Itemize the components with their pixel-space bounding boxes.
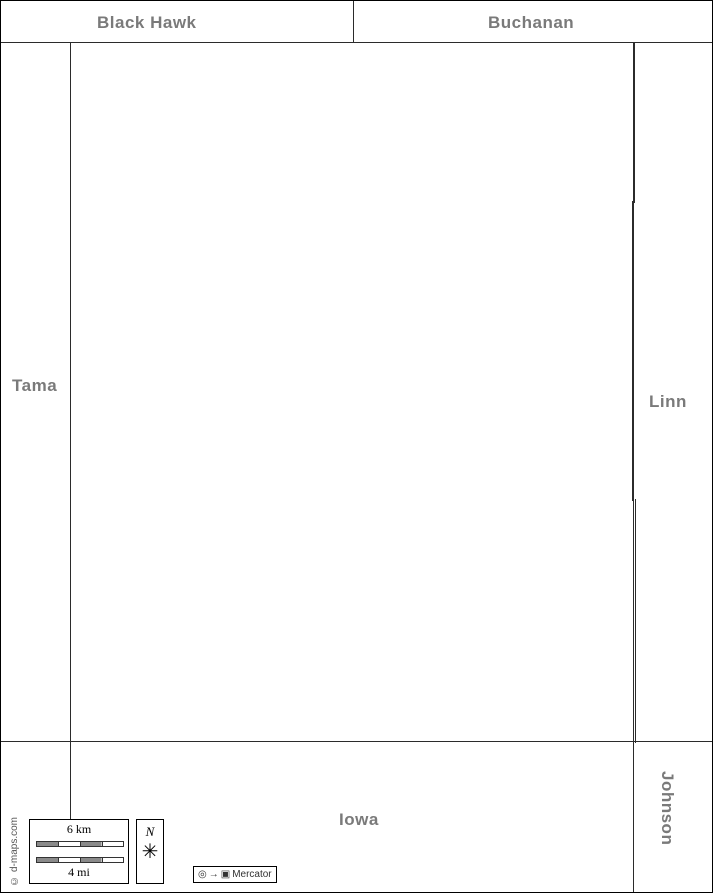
scale-tick-km-3 bbox=[102, 841, 103, 847]
arrow-right-icon: → bbox=[208, 868, 219, 880]
scale-km-label: 6 km bbox=[66, 822, 92, 836]
globe-icon: ◎ bbox=[198, 868, 207, 880]
scale-tick-km-2 bbox=[80, 841, 81, 847]
scale-bar-km bbox=[36, 841, 124, 847]
scale-bar bbox=[29, 819, 129, 884]
boundary-linn-west-segment-mid bbox=[632, 201, 633, 501]
county-label-johnson: Johnson bbox=[658, 771, 677, 846]
boundary-linn-west-segment-lower bbox=[635, 499, 636, 743]
county-label-tama: Tama bbox=[12, 376, 58, 395]
compass-rose bbox=[136, 819, 164, 884]
projection-indicator bbox=[193, 866, 277, 883]
scale-tick-mi-2 bbox=[80, 857, 81, 863]
boundary-linn-west-segment-upper bbox=[634, 43, 635, 203]
copyright-notice: © d-maps.com bbox=[9, 817, 20, 886]
compass-north-label: N bbox=[145, 824, 155, 839]
flat-map-icon: ▣ bbox=[220, 868, 231, 880]
boundary-tama-east bbox=[70, 43, 71, 877]
county-label-black-hawk: Black Hawk bbox=[97, 13, 197, 32]
boundary-iowa-north bbox=[1, 741, 713, 742]
projection-label: Mercator bbox=[232, 868, 272, 880]
boundary-top-horizontal bbox=[1, 42, 713, 43]
county-label-linn: Linn bbox=[649, 392, 687, 411]
scale-tick-mi-1 bbox=[58, 857, 59, 863]
county-label-iowa: Iowa bbox=[339, 810, 379, 829]
scale-tick-km-1 bbox=[58, 841, 59, 847]
scale-mi-label: 4 mi bbox=[68, 865, 90, 879]
county-label-buchanan: Buchanan bbox=[488, 13, 575, 32]
scale-tick-mi-3 bbox=[102, 857, 103, 863]
boundary-blackhawk-buchanan bbox=[353, 1, 354, 43]
compass-star-icon: ✳ bbox=[141, 841, 159, 863]
scale-bar-mi bbox=[36, 857, 124, 863]
